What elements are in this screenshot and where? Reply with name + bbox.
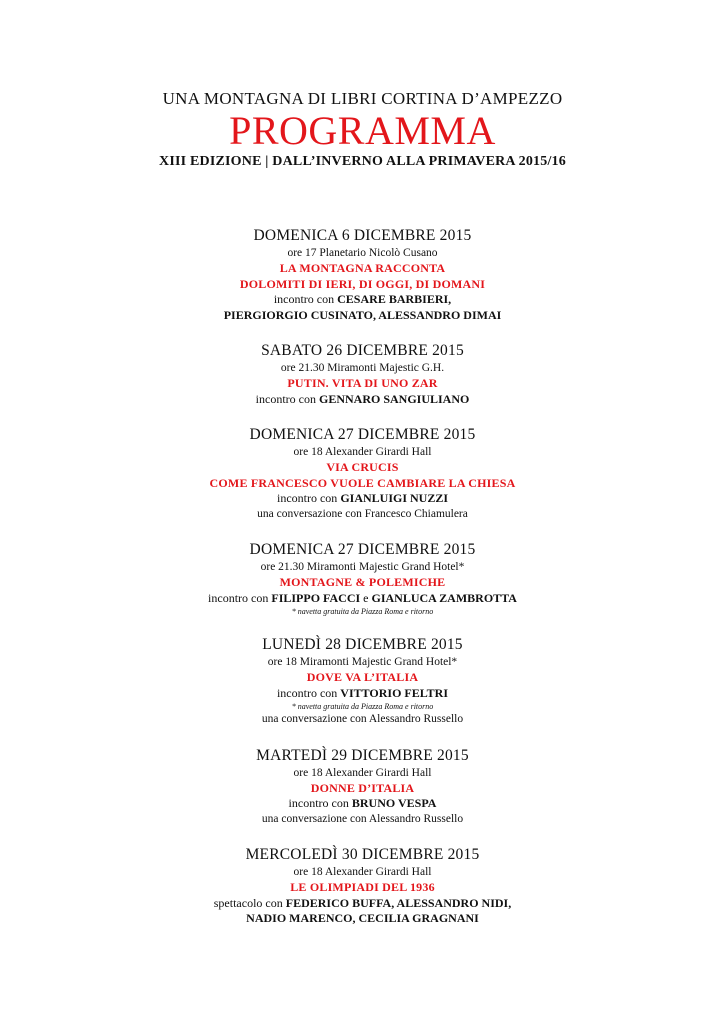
event-moderator: una conversazione con Francesco Chiamulera (257, 507, 468, 520)
guest-prefix: incontro con (276, 685, 341, 700)
page-title: PROGRAMMA (229, 108, 496, 153)
event-entry (0, 425, 725, 522)
guest-join: e (360, 590, 372, 605)
event-date: DOMENICA 27 DICEMBRE 2015 (249, 541, 476, 558)
guest-prefix: incontro con (255, 391, 319, 406)
event-entry (0, 341, 725, 407)
event-title: COME FRANCESCO VUOLE CAMBIARE LA CHIESA (209, 475, 516, 490)
guest-prefix: spettacolo con (213, 895, 286, 910)
guest-prefix: incontro con (273, 292, 338, 306)
event-entry (0, 746, 725, 828)
event-date: DOMENICA 27 DICEMBRE 2015 (249, 426, 476, 443)
event-venue: ore 18 Alexander Girardi Hall (293, 446, 432, 458)
event-title: LE OLIMPIADI DEL 1936 (290, 880, 435, 894)
guest-name: FILIPPO FACCI (271, 590, 361, 605)
event-entry (0, 635, 725, 728)
guest-name: GIANLUCA ZAMBROTTA (371, 590, 517, 605)
edition-line: XIII EDIZIONE | DALL’INVERNO ALLA PRIMAVERA 2015/16 (159, 154, 566, 169)
event-entry (0, 845, 725, 927)
program-header (0, 88, 725, 172)
guest-name: FEDERICO BUFFA, ALESSANDRO NIDI, (285, 895, 512, 910)
event-date: DOMENICA 6 DICEMBRE 2015 (253, 227, 472, 244)
event-venue: ore 18 Alexander Girardi Hall (293, 766, 432, 779)
event-entry (0, 540, 725, 617)
guest-name: GIANLUIGI NUZZI (340, 491, 449, 505)
event-title: DONNE D’ITALIA (310, 780, 415, 795)
event-guests (0, 686, 725, 702)
event-list (0, 226, 725, 945)
event-date: MERCOLEDÌ 30 DICEMBRE 2015 (245, 846, 480, 863)
event-title: MONTAGNE & POLEMICHE (279, 575, 446, 589)
event-venue: ore 17 Planetario Nicolò Cusano (287, 247, 438, 259)
event-entry (0, 226, 725, 323)
event-guests (0, 911, 725, 927)
guest-name: PIERGIORGIO CUSINATO, ALESSANDRO DIMAI (223, 307, 502, 322)
guest-name: BRUNO VESPA (351, 796, 437, 810)
event-title: VIA CRUCIS (326, 460, 399, 474)
event-title: DOLOMITI DI IERI, DI OGGI, DI DOMANI (239, 276, 486, 291)
event-guests (0, 591, 725, 607)
event-date: MARTEDÌ 29 DICEMBRE 2015 (256, 746, 469, 764)
event-venue: ore 18 Miramonti Majestic Grand Hotel* (267, 656, 458, 668)
guest-prefix: incontro con (276, 491, 341, 505)
event-guests (0, 392, 725, 408)
event-moderator: una conversazione con Alessandro Russello (261, 812, 464, 825)
event-guests (0, 796, 725, 812)
guest-prefix: incontro con (208, 590, 272, 605)
guest-name: NADIO MARENCO, CECILIA GRAGNANI (246, 911, 479, 925)
event-venue: ore 21.30 Miramonti Majestic Grand Hotel* (260, 561, 465, 573)
event-guests (0, 292, 725, 308)
festival-name: UNA MONTAGNA DI LIBRI CORTINA D’AMPEZZO (162, 89, 563, 108)
shuttle-note: * navetta gratuita da Piazza Roma e ritorno (291, 607, 434, 616)
event-date: LUNEDÌ 28 DICEMBRE 2015 (262, 636, 463, 653)
guest-name: VITTORIO FELTRI (340, 685, 449, 700)
event-guests (0, 491, 725, 507)
event-title: PUTIN. VITA DI UNO ZAR (287, 376, 438, 390)
event-title: LA MONTAGNA RACCONTA (279, 261, 446, 275)
event-venue: ore 21.30 Miramonti Majestic G.H. (280, 362, 445, 374)
guest-name: CESARE BARBIERI, (337, 292, 452, 306)
event-guests (0, 896, 725, 912)
event-guests (0, 308, 725, 324)
event-moderator: una conversazione con Alessandro Russello (261, 713, 464, 725)
guest-prefix: incontro con (288, 796, 352, 810)
event-venue: ore 18 Alexander Girardi Hall (293, 866, 432, 878)
event-title: DOVE VA L’ITALIA (306, 670, 419, 684)
shuttle-note: * navetta gratuita da Piazza Roma e ritorno (291, 702, 434, 711)
guest-name: GENNARO SANGIULIANO (318, 391, 470, 406)
event-date: SABATO 26 DICEMBRE 2015 (261, 342, 464, 359)
